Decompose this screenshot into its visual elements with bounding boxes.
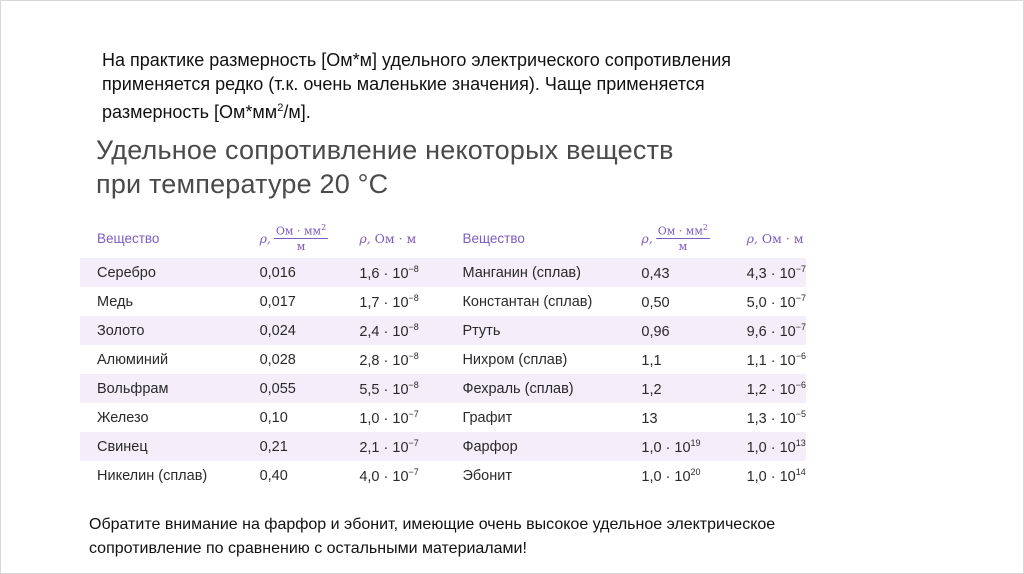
value-ohm-m-right-exponent: −5: [795, 408, 806, 419]
value-ohm-m-right-text: 4,3 · 10: [746, 265, 796, 282]
outro-line-2: сопротивление по сравнению с остальными материалами!: [89, 540, 527, 557]
value-ohm-mm2-left: [243, 403, 343, 432]
value-ohm-mm2-left: [243, 258, 343, 287]
header-unit-num-sup-2: 2: [702, 222, 708, 232]
value-ohm-m-left-exponent: −7: [408, 408, 419, 419]
value-ohm-mm2-left-text: 0,21: [259, 438, 288, 455]
substance-right: [445, 403, 624, 432]
value-ohm-mm2-right: [624, 345, 729, 374]
table-row: [80, 403, 806, 432]
outro-text: [89, 513, 889, 561]
value-ohm-mm2-right-text: 13: [641, 410, 658, 427]
substance-right-text: Нихром (сплав): [462, 351, 568, 368]
resistivity-table: [80, 218, 806, 490]
value-ohm-m-left: [342, 432, 445, 461]
value-ohm-m-left-text: 4,0 · 10: [359, 468, 409, 485]
header-unit-ohm-mm2-per-m-2: [624, 218, 729, 258]
substance-left: [80, 432, 243, 461]
substance-left: [80, 258, 243, 287]
table-body: [80, 258, 806, 490]
substance-right-text: Фарфор: [462, 438, 518, 455]
substance-right: [445, 374, 624, 403]
header-rho2-1: ρ,: [359, 230, 371, 246]
value-ohm-m-right-text: 1,2 · 10: [746, 381, 796, 398]
substance-right: [445, 432, 624, 461]
value-ohm-m-left: [342, 316, 445, 345]
intro-line-2: применяется редко (т.к. очень маленькие значения). Чаще применяется: [102, 74, 705, 94]
intro-line-3: [102, 96, 822, 124]
value-ohm-mm2-left-text: 0,40: [259, 467, 288, 484]
substance-left-text: Железо: [97, 409, 149, 426]
substance-left: [80, 374, 243, 403]
value-ohm-m-left-exponent: −8: [408, 263, 419, 274]
table-row: [80, 287, 806, 316]
value-ohm-m-left-exponent: −8: [408, 379, 419, 390]
header-unit-num-1: Ом · мм: [275, 224, 322, 238]
value-ohm-mm2-left: [243, 287, 343, 316]
value-ohm-m-left: [342, 258, 445, 287]
header-rho-prefix-2: ρ,: [641, 230, 653, 246]
header-unit-num-2: Ом · мм: [657, 224, 703, 238]
value-ohm-m-right-text: 1,1 · 10: [746, 352, 796, 369]
value-ohm-mm2-right-text: 1,2: [641, 381, 662, 398]
intro-line-3-post: /м].: [283, 102, 311, 122]
header-unit2-1: Ом · м: [374, 230, 417, 246]
header-unit-den-1: м: [296, 240, 306, 254]
value-ohm-m-right-exponent: 14: [795, 466, 806, 477]
value-ohm-mm2-left: [243, 461, 343, 490]
value-ohm-m-right: [730, 374, 806, 403]
substance-left: [80, 345, 243, 374]
substance-right: [445, 345, 624, 374]
substance-left-text: Свинец: [97, 438, 148, 455]
substance-left: [80, 287, 243, 316]
substance-left: [80, 461, 243, 490]
value-ohm-m-left-text: 2,1 · 10: [359, 439, 409, 456]
substance-right-text: Константан (сплав): [462, 293, 593, 310]
value-ohm-m-right: [730, 345, 806, 374]
value-ohm-mm2-right-text: 0,50: [641, 294, 670, 311]
header-rho2-2: ρ,: [746, 230, 758, 246]
substance-right-text: Ртуть: [462, 322, 501, 339]
value-ohm-mm2-right: [624, 287, 729, 316]
value-ohm-mm2-right: [624, 258, 729, 287]
value-ohm-m-left-text: 2,4 · 10: [359, 323, 409, 340]
value-ohm-mm2-left-text: 0,024: [259, 322, 296, 339]
header-unit-num-sup-1: 2: [321, 222, 327, 232]
value-ohm-mm2-left-text: 0,10: [259, 409, 288, 426]
value-ohm-mm2-right: [624, 316, 729, 345]
value-ohm-m-left-exponent: −8: [408, 292, 419, 303]
value-ohm-m-left-text: 1,7 · 10: [359, 294, 409, 311]
value-ohm-m-right-exponent: −7: [795, 263, 806, 274]
value-ohm-mm2-right-text: 0,43: [641, 265, 670, 282]
value-ohm-m-right-text: 1,3 · 10: [746, 410, 796, 427]
value-ohm-m-right: [730, 287, 806, 316]
substance-left-text: Вольфрам: [97, 380, 169, 397]
table-row: [80, 432, 806, 461]
substance-right: [445, 461, 624, 490]
value-ohm-m-right-exponent: −7: [795, 321, 806, 332]
value-ohm-m-right-exponent: −7: [795, 292, 806, 303]
value-ohm-mm2-right-text: 1,0 · 10: [641, 439, 691, 456]
value-ohm-m-right: [730, 461, 806, 490]
value-ohm-m-left: [342, 345, 445, 374]
value-ohm-m-left-exponent: −7: [408, 437, 419, 448]
outro-line-1: Обратите внимание на фарфор и эбонит, имеющие очень высокое удельное электрическое: [89, 516, 776, 533]
value-ohm-mm2-right-text: 1,0 · 10: [641, 468, 691, 485]
header-unit2-2: Ом · м: [761, 230, 804, 246]
table-row: [80, 374, 806, 403]
intro-text: [102, 48, 822, 124]
substance-left-text: Золото: [97, 322, 145, 339]
header-substance-2: Вещество: [462, 230, 525, 246]
value-ohm-mm2-right: [624, 432, 729, 461]
value-ohm-mm2-right-exponent: 20: [690, 466, 701, 477]
table-heading-line-1: Удельное сопротивление некоторых веществ: [96, 135, 674, 165]
value-ohm-m-left-exponent: −8: [408, 350, 419, 361]
substance-left: [80, 316, 243, 345]
substance-left-text: Серебро: [97, 264, 156, 281]
value-ohm-m-right-exponent: 13: [795, 437, 806, 448]
value-ohm-m-right: [730, 316, 806, 345]
value-ohm-mm2-right-exponent: 19: [690, 437, 701, 448]
value-ohm-m-right-exponent: −6: [795, 379, 806, 390]
header-unit-ohm-m-1: [342, 218, 445, 258]
value-ohm-m-right-text: 9,6 · 10: [746, 323, 796, 340]
table-heading: [96, 133, 674, 201]
value-ohm-m-right-text: 1,0 · 10: [746, 468, 796, 485]
value-ohm-m-left-text: 5,5 · 10: [359, 381, 409, 398]
header-rho-prefix-1: ρ,: [259, 230, 271, 246]
table-row: [80, 461, 806, 490]
header-unit-ohm-m-2: [730, 218, 806, 258]
value-ohm-m-left-text: 1,0 · 10: [359, 410, 409, 427]
substance-left: [80, 403, 243, 432]
value-ohm-m-right-text: 5,0 · 10: [746, 294, 796, 311]
substance-right-text: Фехраль (сплав): [462, 380, 574, 397]
intro-line-1: На практике размерность [Ом*м] удельного электрического сопротивления: [102, 50, 732, 70]
value-ohm-mm2-left-text: 0,017: [259, 293, 296, 310]
value-ohm-mm2-left: [243, 374, 343, 403]
value-ohm-mm2-right: [624, 461, 729, 490]
value-ohm-m-left: [342, 287, 445, 316]
substance-left-text: Никелин (сплав): [97, 467, 208, 484]
table-header-row: [80, 218, 806, 258]
substance-right: [445, 258, 624, 287]
value-ohm-mm2-left-text: 0,055: [259, 380, 296, 397]
value-ohm-m-left-text: 1,6 · 10: [359, 265, 409, 282]
substance-left-text: Алюминий: [97, 351, 169, 368]
table-row: [80, 316, 806, 345]
table-heading-line-2: при температуре 20 °С: [96, 169, 389, 199]
value-ohm-mm2-right: [624, 403, 729, 432]
value-ohm-mm2-left: [243, 345, 343, 374]
substance-right: [445, 287, 624, 316]
intro-line-3-pre: размерность [Ом*мм: [102, 102, 278, 122]
header-unit-ohm-mm2-per-m-1: [243, 218, 343, 258]
value-ohm-mm2-left: [243, 432, 343, 461]
value-ohm-m-left: [342, 374, 445, 403]
value-ohm-m-right: [730, 432, 806, 461]
header-substance-1: Вещество: [97, 230, 160, 246]
table-row: [80, 258, 806, 287]
value-ohm-m-right-exponent: −6: [795, 350, 806, 361]
value-ohm-m-left: [342, 403, 445, 432]
value-ohm-mm2-right-text: 0,96: [641, 323, 670, 340]
value-ohm-m-left-exponent: −7: [408, 466, 419, 477]
value-ohm-m-right: [730, 403, 806, 432]
substance-right-text: Графит: [462, 409, 513, 426]
substance-right: [445, 316, 624, 345]
substance-left-text: Медь: [97, 293, 134, 310]
table-row: [80, 345, 806, 374]
value-ohm-mm2-left: [243, 316, 343, 345]
value-ohm-mm2-right: [624, 374, 729, 403]
substance-right-text: Манганин (сплав): [462, 264, 581, 281]
value-ohm-mm2-right-text: 1,1: [641, 352, 662, 369]
header-unit-den-2: м: [678, 240, 688, 254]
value-ohm-mm2-left-text: 0,028: [259, 351, 296, 368]
value-ohm-mm2-left-text: 0,016: [259, 264, 296, 281]
value-ohm-m-left: [342, 461, 445, 490]
value-ohm-m-right: [730, 258, 806, 287]
value-ohm-m-left-text: 2,8 · 10: [359, 352, 409, 369]
intro-line-3-sup: 2: [277, 102, 284, 114]
value-ohm-m-right-text: 1,0 · 10: [746, 439, 796, 456]
substance-right-text: Эбонит: [462, 467, 512, 484]
value-ohm-m-left-exponent: −8: [408, 321, 419, 332]
